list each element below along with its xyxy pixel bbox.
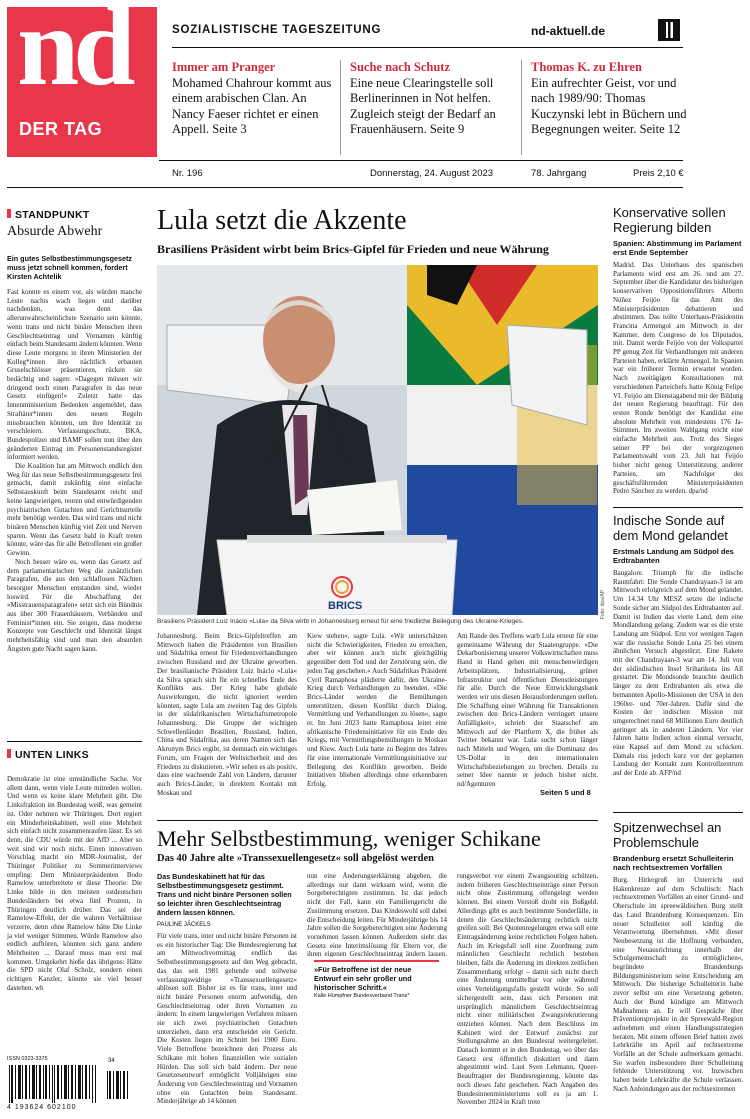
divider — [521, 60, 522, 155]
teaser-2[interactable] — [350, 60, 510, 138]
opinion-paragraph: Die Koalition hat am Mittwoch endlich den Weg für das neue Selbstbestimmungsgesetz frei gemacht, damit zukünftig eine einfache Selbstauskunft beim Standesamt reicht und keine langwierigen, teuren und entwürdigenden psychiatrischen Gutachten und Gerichtsurteile mehr benötigt werden. Das wird trans und nicht binären Menschen künftig viel Zeit und Nerven sparen. Wenn das Gesetz bald in Kraft treten könnte, wäre das für alle Betroffenen ein großer Gewinn. — [7, 462, 142, 558]
right-story-spain — [613, 205, 743, 496]
opinion-lead: Ein gutes Selbstbestimmungsgesetz muss jetzt schnell kommen, fordert Kirsten Achtelik — [7, 254, 133, 281]
opinion-paragraph: Fast konnte es einem vor, als würden manche Leute nachts wach liegen und darüber nachdenken, was denn das allerunwahrscheinlichste Szenario sein könnte, wenn trans und nicht binäre Menschen ihren Geschlechtseintrag und Vornamen künftig einfach beim Standesamt ändern könnten. Wenn diese Leute morgens in ihren Ministerien der Kolleg*innen ihre nächtlich erbauten Gruselschlösser präsentieren, rücken sie bedächtig und sagen: »Dagegen müssen wir dringend noch einen Paragrafen in das neue Gesetz einfügen!« Zuletzt hatte das Innenministerium Bedenken angemeldet, dass Straftäter*innen den neuen Regeln missbrauchen könnten, um ihre Identität zu verschleiern. Verfassungsschutz, BKA, Bundespolizei und BAMF sollen nun über den geänderten Eintrag im Personenstandsregister informiert werden. — [7, 288, 142, 462]
divider — [340, 60, 341, 155]
teaser-text: Ein aufrechter Geist, vor und nach 1989/90: Thomas Kuczynski lebt in Büchern und Begegnungen weiter. — [531, 75, 687, 136]
story-text: Madrid. Das Unterhaus des spanischen Parlaments wird erst am 26. und am 27. September über die Kandidatur des bisherigen konservativen Oppositionsführers Alberto Núñez Feijóo für das Amt des Ministerpräsidenten debattieren und abstimmen. Das teilte Unterhaus-Präsidentin Francina Armengol am Mittwoch in der Kammer, dem Congreso de los Diputados, mit. Damit werde Feijóo von der Volkspartei PP genug Zeit für Verhandlungen mit anderen Parteien haben, erklärte Armengol. In Spanien war ein früherer Termin erwartet worden. Nach zweitägigen Konsultationen mit verschiedenen Parteichefs hatte König Felipe VI. Feijóo am Dienstagabend mit der Bildung der neuen Regierung beauftragt. Für den ersten Ronde benötigt der Kandidat eine absolute Mehrheit von mindestens 176 Ja-Stimmen. Im zweiten Wahlgang reicht eine einfache Mehrheit aus. Trotz des Sieges seiner PP bei der vorgezogenen Parlamentswahl vom 23. Juli hat Feijóo bisher nicht genug Unterstützung anderer Parteien, um Nachfolger des geschäftsführenden Ministerpräsidenten Pedro Sánchez zu werden. dpa/nd — [613, 261, 743, 496]
lead-column-3: Am Rande des Treffens warb Lula erneut für eine gemeinsame Währung der Staatengruppe. »Die Dekarbonisierung unserer Volkswirtschaften muss Hand in Hand gehen mit menschenwürdigen Arbeitsplätzen, Industrialisierung, grüner Infrastruktur und öffentlichen Dienstleistungen für alle. Durch die Neue Entwicklungsbank werden wir uns diesen Herausforderungen stellen. Die Schaffung einer Währung für Transaktionen zwischen den Brics-Ländern verringert unsere Anfälligkeit«, schrieb der Staatschef am Mittwoch auf der Plattform X, die früher als Twitter bekannt war. Lula sucht schon länger nach Mitteln und Wegen, um die Dominanz des US-Dollar in den internationalen Wirtschaftsbeziehungen zu brechen. Details zu seiner Idee nannte er jedoch bisher nicht. nd/Agenturen — [457, 632, 598, 788]
right-story-school — [613, 820, 743, 1094]
teaser-text: Mohamed Chahrour kommt aus einem arabischen Clan. An Nancy Faeser richtet er einen Appell. — [172, 75, 332, 136]
divider — [613, 812, 743, 813]
divider — [7, 741, 142, 742]
opinion-title[interactable]: Absurde Abwehr — [7, 224, 103, 239]
nd-logo — [7, 0, 157, 157]
section-title: STANDPUNKT — [7, 209, 142, 221]
issue-date: Donnerstag, 24. August 2023 — [370, 168, 494, 179]
story-headline[interactable]: Konservative sollen Regierung bilden — [613, 205, 726, 235]
issue-number: Nr. 196 — [172, 168, 203, 179]
unten-links-section — [7, 749, 142, 993]
story-subhead: Spanien: Abstimmung im Parlament erst Ende September — [613, 239, 742, 257]
author: PAULINE JÄCKELS — [157, 922, 211, 928]
story-headline[interactable]: Indische Sonde auf dem Mond gelandet — [613, 513, 728, 543]
second-subhead: Das 40 Jahre alte »Transsexuellengesetz« soll abgelöst werden — [157, 853, 434, 864]
section-title: UNTEN LINKS — [7, 749, 142, 761]
divider — [613, 507, 743, 508]
brics-logo-text: BRICS — [328, 600, 363, 612]
second-headline[interactable]: Mehr Selbstbestimmung, weniger Schikane — [157, 826, 541, 851]
right-story-india — [613, 513, 743, 778]
volume: 78. Jahrgang — [531, 168, 587, 179]
teaser-page: Seite 9 — [429, 122, 465, 136]
second-column-2a: nun eine Änderungserklärung abgeben, die allerdings nur dann wirksam wird, wenn die Sorgeberechtigten zustimmen. Ist das jedoch nicht der Fall, kann ein Familiengericht die Zustimmung ersetzen. Das Kindeswohl soll dabei die Entscheidung leiten. Für Minderjährige bis 14 Jahre sollen die Sorgeberechtigten eine Änderung vornehmen lassen können. Außerdem sieht das Gesetz eine Interimslösung für Eltern vor, die ihren eigenen Geschlechtseintrag ändern lassen. — [307, 872, 447, 957]
pull-quote: »Für Betroffene ist der neue Entwurf ein sehr großer und historischer Schritt.« — [314, 960, 439, 992]
quote-source: Kalle Hümpfner Bundesverband Trans* — [314, 993, 410, 999]
logo-subtitle: DER TAG — [19, 119, 103, 139]
barcode-digits: 4 193624 602100 — [7, 1104, 77, 1111]
second-lead: Das Bundeskabinett hat für das Selbstbestimmungsgesetz gestimmt. Trans und nicht binäre Personen sollen so leichter ihren Geschlechtseintrag ändern lassen können. — [157, 872, 292, 917]
divider — [157, 820, 598, 821]
teaser-text: Eine neue Clearingstelle soll Berlinerinnen in Not helfen. Zugleich steigt der Bedarf an Frauenhäusern. — [350, 75, 496, 136]
teaser-kicker: Suche nach Schutz — [350, 60, 451, 74]
standpunkt-section — [7, 209, 142, 654]
photo-credit: Foto: dpa/AP — [600, 590, 606, 620]
lead-column-1: Johannesburg. Beim Brics-Gipfeltreffen am Mittwoch haben die Präsidenten von Brasilien und Südafrika erneut für Friedensverhandlungen zwischen Russland und der Ukraine geworben. Der brasilianische Präsident Luiz Inácio »Lula« da Silva sprach sich für ein schnelles Ende des Konflikts aus. Der Krieg habe globale Auswirkungen, die nicht ignoriert werden könnten, sagte Lula am zweiten Tag des Gipfels in der südafrikanischen Wirtschaftsmetropole Johannesburg. Die Gruppe der wichtigen Schwellenländer Brasilien, Russland, Indien, China und Südafrika, aus deren Namen sich das Akronym Brics ergibt, ist demnach ein wichtiges Forum, um Fragen der Weltsicherheit und des Friedens zu diskutieren. »Wir sehen es als positiv, dass eine wachsende Zahl von Ländern, darunter auch Brics-Länder, in direktem Kontakt mit Moskau und — [157, 632, 297, 797]
opinion-paragraph: Noch besser wäre es, wenn das Gesetz auf dem parlamentarischen Weg die zusätzlichen Paragrafen, die aus den schlaflosen Nächten besorgter Menschen entstanden sind, wieder loswird. Für die Abschaffung der »Misstrauensparagrafen« setzt sich ein Bündnis aus über 300 Frauenhäusern, Verbänden und Feminist*innen ein. Sie zeigen, dass moderne Konzepte von Geschlecht und Identität längst mehrheitsfähig sind und man den absurden Ängsten gute Nacht sagen kann. — [7, 557, 142, 653]
teaser-kicker: Immer am Pranger — [172, 60, 276, 74]
teaser-3[interactable] — [531, 60, 691, 138]
issn: ISSN 0323-3375 — [7, 1056, 48, 1062]
divider — [172, 47, 683, 48]
page-reference[interactable]: Seiten 5 und 8 — [540, 788, 591, 797]
lula-photo — [157, 265, 598, 615]
story-text: Burg. Hitlergruß im Unterricht und Hakenkreuze auf dem Schultisch: Nach rechtsextremen Vorfällen an einer Grund- und Oberschule im spreewäldischen Burg stellt das Land Brandenburg Konsequenzen. Ein neuer Schulleiter soll künftig die Verantwortung übernehmen. »Mit dieser Neubesetzung ist die Hoffnung verbunden, eine Neuausrichtung innerhalb der Schulgemeinschaft zu ermöglichen«, begründete Brandenburgs Bildungsministerium seine Entscheidung am Mittwoch. Die bisherige Schulleiterin habe zuvor selbst um eine Versetzung gebeten. Auch der Bund kündigte am Mittwoch Maßnahmen an. Er will Gespräche über Präventionsprojekte in der Spreewald-Region aufnehmen und einen Handlungsstrategien beraten. Mit einem offenen Brief hatten zwei Lehrkräfte im April auf rechtsextreme Vorfälle an der Schule aufmerksam gemacht. Sie warfen insbesondere ihrer Schulleitung fehlende Unterstützung vor. Inzwischen haben beide Lehrkräfte die Schule verlassen. Nach Anfeindungen aus der rechtsextremen — [613, 876, 743, 1093]
tagline: SOZIALISTISCHE TAGESZEITUNG — [172, 24, 382, 36]
barcode-addon: 34 — [108, 1058, 115, 1064]
story-headline[interactable]: Spitzenwechsel an Problemschule — [613, 820, 722, 850]
photo-caption: Brasiliens Präsident Luiz Inácio »Lula« da Silva wirbt in Johannesburg erneut für eine friedliche Beilegung des Ukraine-Krieges. — [157, 618, 524, 625]
lead-subhead: Brasiliens Präsident wirbt beim Brics-Gipfel für Frieden und neue Währung — [157, 242, 549, 256]
teaser-kicker: Thomas K. zu Ehren — [531, 60, 642, 74]
second-text: Für viele trans, inter und nicht binäre Personen ist es ein historischer Tag: Die Bundesregierung hat am Mittwochvormittag endlich das Selbstbestimmungsgesetz auf den Weg gebracht, das das seit 1981 geltende und teilweise verfassungswidrige »Transsexuellengesetz« ablösen soll. Bisher ist es für trans, inter und nicht binäre Personen enorm aufwendig, den Geschlechtseintrag oder ihren Vornamen zu ändern: In einem langwierigen Verfahren müssen sie sich zwei psychiatrischen Gutachten unterziehen, dann erst entscheidet ein Gericht. Die Kosten liegen im Schnitt bei 1900 Euro. Viele Betroffene bezeichnen den Prozess als Schikane mit hohen finanziellen wie sozialen Hürden. Das soll sich bald ändern. Der neue Gesetzesentwurf ermöglicht Volljährigen eine Änderung von Geschlechtseintrag und Vornamen ohne ein Gutachten beim Standesamt. Minderjährige ab 14 können — [157, 932, 297, 1106]
story-subhead: Brandenburg ersetzt Schulleiterin nach rechtsextremen Vorfällen — [613, 854, 734, 872]
second-column-3: rungsverbot vor einem Zwangsouting schützen, indem früheren Geschlechtseinträge einer Person nicht ohne Zustimmung offengelegt werden können. Bei einem Verstoß droht ein Bußgeld. Allerdings gibt es auch bestimmte Sonderfälle, in denen die Geschlechtsänderung rechtlich nicht greifen soll: Bei Quotenregelungen etwa soll eine Eintragsänderung keine rechtlichen Folgen haben. Auch im Kriegsfall soll eine Zuordnung zum männlichen Geschlecht rechtlich bestehen bleiben, falls die Änderung im direkten zeitlichen Zusammenhang erfolgt – damit sich nicht durch eine Änderung unmittelbar vor oder während eines Verteidigungsfalls gestellt würde. So soll sichergestellt sein, dass sich Personen mit ursprünglich männlichem Geschlechtseintrag nicht einer militärischen Zwangsrekrutierung entziehen können. Nach dem Beschluss im Kabinett wird der Entwurf zunächst zur Stellungnahme an den Bundesrat weitergeleitet. Danach kommt er in den Bundestag, wo über das Gesetz erst öffentlich diskutiert und dann abgestimmt wird. Laut Sven Lehmann, Queer-Beauftragter der Bundesregierung, könnte das noch dieses Jahr geschehen. Nach Angaben des Bundesinnenministeriums soll es ja am 1. November 2024 in Kraft trete — [457, 872, 598, 1107]
logo-text: nd — [17, 0, 130, 109]
story-subhead: Erstmals Landung am Südpol des Erdtrabanten — [613, 547, 734, 565]
second-column-1 — [157, 872, 297, 1106]
teaser-1[interactable] — [172, 60, 332, 138]
lead-column-2: Kiew stehen«, sagte Lula. »Wir unterschätzen nicht die Schwierigkeiten, Frieden zu erreichen, aber wir können auch nicht gleichgültig gegenüber dem Tod und der Zerstörung sein, die jeden Tag geschehen.« Auch Südafrikas Präsident Cyril Ramaphosa plädierte dafür, den Ukraine-Krieg durch Verhandlungen zu beenden. »Die Brics-Länder werden die Bemühungen unterstützen, diesen Konflikt durch Dialog, Vermittlung und Verhandlungen zu lösen«, sagte er. Im Juni 2023 hatte Ramaphosa leitet eine afrikanische Friedensinitiative für ein Ende des Kriegs, mit Vermittlungsbemühungen in Moskau und Kiew. Auch Lula hatte zu Beginn des Jahres für eine internationale Vermittlungsinitiative zur Beilegung des Konflikts geworben. Beide Initiativen blieben allerdings ohne erkennbaren Erfolg. — [307, 632, 447, 788]
divider — [7, 187, 683, 188]
teaser-page: Seite 3 — [212, 122, 247, 136]
qr-code-icon — [658, 19, 680, 41]
price: Preis 2,10 € — [633, 168, 684, 179]
website[interactable]: nd-aktuell.de — [531, 24, 606, 38]
column-text: Demokratie ist eine umständliche Sache. Vor allem dann, wenn viele Leute mitreden wollen. Und wenn es keine klare Mehrheit gibt. Die Linksfraktion im Bundestag weiß, was gemeint ist. Oder nehmen wir Thüringen. Dort regiert ein Minderheitskabinett, weil eine Mehrheit sich einfach nicht zusammenraufen lässt. Es sei denn, die CDU würde mit der AfD ... Aber so weit sind wir noch nicht. Einen innovativen Vorschlag macht ein MDR-Journalist, der Thüringer Politiker zu Sommerinterviews empfing: Dem Ministerpräsidenten Bodo Ramelow unterbreitete er diese Theorie: Die Linke bilde in den meisten ostdeutschen Bundesländern bei etwa fünf Prozent, in Thüringen deutlich drüber. Das sei der Ramelow-Effekt, der die wahren Verhältnisse verzerre, denn ohne Ramelow hätte Die Linke ja viel weniger Stimmen. Würde Ramelow also endlich aufhören, könnten sich ganz andere Mehrheiten ... Darauf muss man erst mal kommen. Umgekehrt hieße das übrigens: Hätte die SPD nicht Olaf Scholz, sondern einen richtigen Kanzler, könnte sie viel besser dastehen. wh — [7, 775, 142, 992]
story-text: Bangalore. Triumph für die indische Raumfahrt: Die Sonde Chandrayaan-3 ist am Mittwoch erfolgreich auf dem Mond gelandet. Um 14.34 Uhr MESZ setzte die indische Sonde sicher am Südpol des Erdtrabanten auf. Damit ist Indien das vierte Land, dem eine Mondlandung gelang. Zudem war es die erste Landung am Südpol. Erst vor wenigen Tagen war die russische Sonde Luna 25 bei einem ähnlichen Versuch abgestürzt. Eine Rakete mit der Chandrayaan-3 war am 14. Juli von der südindischen Insel Sriharikota ins All gestartet. Die Mondsonde brauchte deutlich länger zu dem Erdtrabanten als etwa die bemannten Apollo-Missionen der USA in den 1960er- und 70er-Jahren. Dafür sind die Kosten der indischen Mission mit umgerechnet rund 68 Millionen Euro deutlich geringer als in anderen Ländern. Vor vier Jahren hatte Indien schon einmal versucht, eine Kapsel auf dem Mond zu schicken. Damals riss jedoch kurz vor der geplanten Landung der Kontakt zum Kontrollzentrum auf der Erde ab. AFP/nd — [613, 569, 743, 778]
lead-headline[interactable]: Lula setzt die Akzente — [157, 205, 407, 236]
teaser-page: Seite 12 — [639, 122, 681, 136]
divider — [159, 160, 683, 161]
